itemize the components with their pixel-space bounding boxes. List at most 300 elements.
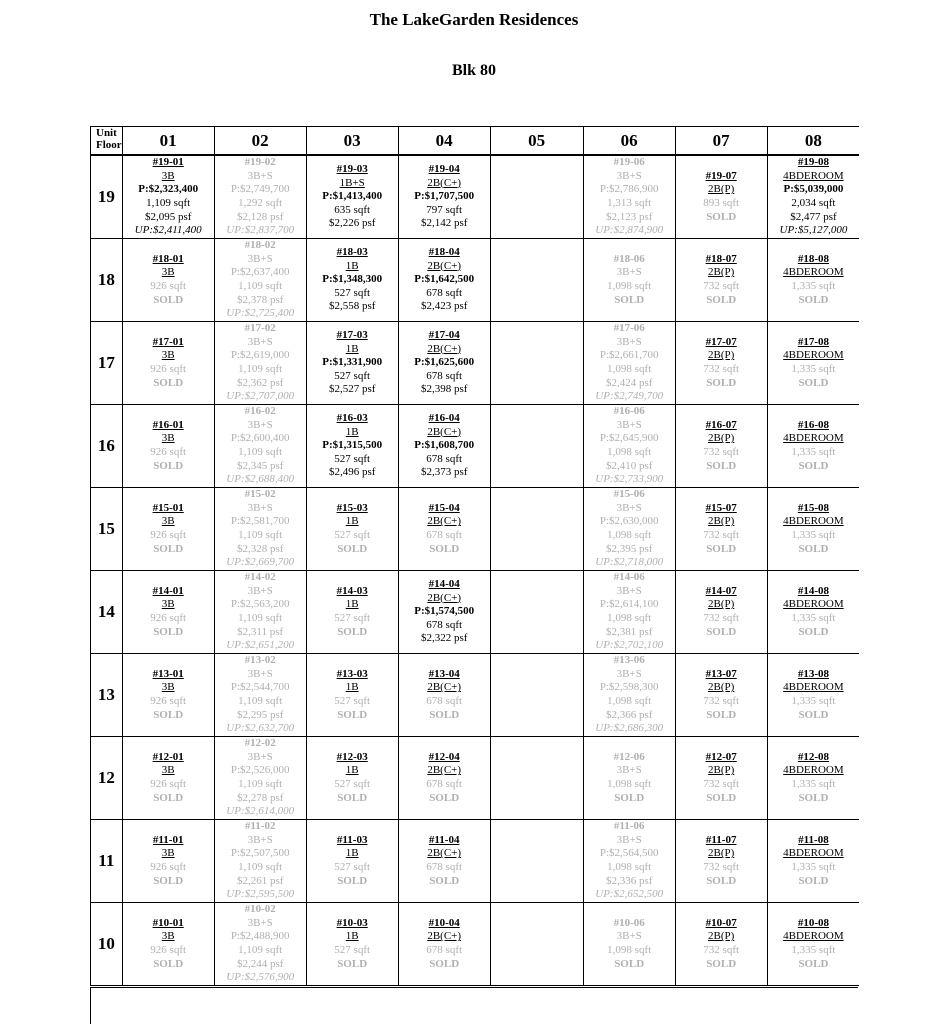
unit-detail-line: 4BDEROOM [783, 432, 844, 445]
unit-cell [122, 737, 214, 820]
unit-detail-line: 1,098 sqft [607, 363, 652, 375]
empty-unit-cell [490, 737, 583, 820]
unit-detail-line: SOLD [706, 542, 737, 555]
unit-number: #14-01 [152, 584, 184, 597]
unit-detail-line: SOLD [429, 791, 460, 804]
unit-detail-line: 2B(C+) [427, 847, 462, 860]
unit-detail-line: 1,313 sqft [607, 197, 652, 209]
unit-cell [214, 571, 306, 654]
unit-detail-line: P:$2,614,100 [599, 598, 659, 611]
unit-detail-line: 1B [345, 425, 359, 438]
unit-number: #10-07 [705, 916, 737, 929]
unit-detail-line: UP:$2,614,000 [226, 805, 295, 818]
unit-detail-line: 1,098 sqft [607, 612, 652, 624]
unit-number: #11-08 [798, 833, 829, 846]
unit-detail-line: 3B+S [247, 750, 273, 763]
floor-row [91, 654, 860, 737]
unit-cell [214, 322, 306, 405]
unit-detail-line: 3B+S [616, 169, 642, 182]
unit-cell [398, 820, 490, 903]
unit-number: #18-01 [152, 252, 184, 265]
corner-unit-label: Unit [96, 127, 117, 139]
unit-detail-line: 2B(C+) [427, 930, 462, 943]
unit-cell [398, 405, 490, 488]
unit-detail-line: $2,423 psf [420, 300, 468, 313]
unit-detail-line: 3B+S [247, 501, 273, 514]
floor-number: 14 [91, 571, 123, 654]
unit-cell [675, 239, 767, 322]
table-bottom-rule [90, 987, 858, 988]
unit-detail-line: SOLD [798, 293, 829, 306]
unit-number: #11-03 [336, 833, 368, 846]
unit-detail-line: 678 sqft [426, 695, 463, 707]
unit-detail-line: 1B [345, 342, 359, 355]
unit-detail-line: P:$2,786,900 [599, 183, 659, 196]
unit-detail-line: $2,336 psf [605, 874, 653, 887]
unit-detail-line: 678 sqft [426, 286, 463, 299]
unit-detail-line: SOLD [337, 542, 368, 555]
unit-detail-line: 2B(P) [708, 349, 735, 362]
unit-detail-line: 1,109 sqft [238, 944, 283, 956]
unit-cell [306, 405, 398, 488]
empty-unit-cell [490, 903, 583, 986]
unit-number: #15-07 [705, 501, 737, 514]
unit-detail-line: 2B(P) [708, 266, 735, 279]
unit-number: #17-08 [797, 335, 829, 348]
unit-detail-line: $2,496 psf [328, 466, 376, 479]
unit-cell [306, 820, 398, 903]
floor-row [91, 737, 860, 820]
unit-detail-line: 3B+S [616, 667, 642, 680]
unit-detail-line: 2B(C+) [427, 259, 462, 272]
unit-detail-line: SOLD [337, 625, 368, 638]
unit-number: #13-03 [336, 667, 368, 680]
unit-detail-line: SOLD [706, 210, 737, 223]
unit-detail-line: 1B [345, 515, 359, 528]
unit-detail-line: SOLD [153, 791, 184, 804]
unit-detail-line: 3B+S [616, 418, 642, 431]
unit-detail-line: 2B(C+) [427, 176, 462, 189]
unit-cell [675, 322, 767, 405]
unit-detail-line: 678 sqft [426, 529, 463, 541]
unit-number: #17-07 [705, 335, 737, 348]
unit-number: #12-06 [613, 750, 645, 763]
unit-detail-line: 4BDEROOM [783, 764, 844, 777]
unit-detail-line: 1,098 sqft [607, 695, 652, 707]
unit-detail-line: P:$5,039,000 [783, 183, 844, 196]
unit-detail-line: 1,335 sqft [791, 529, 836, 541]
unit-detail-line: SOLD [153, 625, 184, 638]
unit-detail-line: P:$2,645,900 [599, 432, 659, 445]
column-header: 05 [490, 127, 583, 156]
unit-detail-line: $2,311 psf [237, 625, 284, 638]
unit-detail-line: SOLD [798, 542, 829, 555]
unit-number: #14-07 [705, 584, 737, 597]
unit-cell [767, 239, 859, 322]
unit-detail-line: 2,034 sqft [791, 197, 836, 209]
unit-detail-line: $2,142 psf [420, 217, 468, 230]
unit-detail-line: 1,098 sqft [607, 944, 652, 956]
unit-detail-line: 3B+S [616, 266, 642, 279]
unit-number: #10-02 [244, 903, 276, 916]
unit-cell [122, 405, 214, 488]
unit-detail-line: 527 sqft [334, 612, 371, 624]
empty-unit-cell [490, 571, 583, 654]
unit-cell [214, 155, 306, 239]
unit-detail-line: 4BDEROOM [783, 847, 844, 860]
unit-cell [398, 322, 490, 405]
floor-row [91, 322, 860, 405]
unit-detail-line: 527 sqft [334, 944, 371, 956]
unit-floor-corner [91, 127, 123, 156]
unit-cell [767, 405, 859, 488]
unit-cell [122, 322, 214, 405]
unit-detail-line: 4BDEROOM [783, 515, 844, 528]
unit-detail-line: UP:$2,595,500 [226, 888, 295, 901]
unit-detail-line: SOLD [429, 957, 460, 970]
unit-detail-line: P:$1,315,500 [322, 439, 383, 452]
floor-row [91, 488, 860, 571]
unit-detail-line: UP:$2,411,400 [134, 224, 202, 237]
unit-detail-line: $2,558 psf [328, 300, 376, 313]
unit-detail-line: SOLD [798, 791, 829, 804]
empty-unit-cell [490, 239, 583, 322]
unit-cell [675, 571, 767, 654]
floor-number: 18 [91, 239, 123, 322]
unit-cell [306, 239, 398, 322]
unit-detail-line: 3B [161, 847, 175, 860]
unit-detail-line: P:$2,488,900 [230, 930, 290, 943]
unit-detail-line: 1,109 sqft [238, 778, 283, 790]
unit-cell [398, 571, 490, 654]
unit-detail-line: SOLD [798, 625, 829, 638]
unit-detail-line: UP:$2,725,400 [226, 307, 295, 320]
unit-detail-line: 732 sqft [703, 446, 740, 458]
unit-cell [583, 654, 675, 737]
unit-number: #18-02 [244, 239, 276, 252]
unit-number: #18-08 [797, 252, 829, 265]
unit-detail-line: UP:$5,127,000 [779, 224, 848, 237]
unit-detail-line: $2,128 psf [236, 210, 284, 223]
unit-detail-line: $2,328 psf [236, 542, 284, 555]
unit-detail-line: 732 sqft [703, 778, 740, 790]
unit-detail-line: 635 sqft [334, 203, 371, 216]
column-header: 02 [214, 127, 306, 156]
unit-cell [306, 737, 398, 820]
unit-detail-line: UP:$2,686,300 [595, 722, 664, 735]
floor-row [91, 155, 860, 239]
unit-detail-line: 3B [161, 764, 175, 777]
unit-detail-line: P:$1,413,400 [322, 190, 383, 203]
unit-detail-line: $2,345 psf [236, 459, 284, 472]
floor-number: 13 [91, 654, 123, 737]
floor-row [91, 239, 860, 322]
unit-detail-line: SOLD [706, 791, 737, 804]
unit-detail-line: 732 sqft [703, 529, 740, 541]
unit-detail-line: SOLD [429, 542, 460, 555]
unit-detail-line: 2B(C+) [427, 425, 462, 438]
unit-detail-line: 926 sqft [150, 363, 187, 375]
unit-detail-line: 2B(C+) [427, 515, 462, 528]
unit-detail-line: 4BDEROOM [783, 930, 844, 943]
unit-detail-line: SOLD [614, 957, 645, 970]
unit-number: #10-04 [428, 916, 460, 929]
unit-number: #19-01 [152, 156, 184, 169]
unit-number: #14-02 [244, 571, 276, 584]
unit-detail-line: SOLD [798, 459, 829, 472]
unit-detail-line: 2B(C+) [427, 764, 462, 777]
unit-cell [306, 488, 398, 571]
unit-detail-line: 4BDEROOM [783, 598, 844, 611]
unit-detail-line: 1,109 sqft [238, 446, 283, 458]
column-header: 04 [398, 127, 490, 156]
unit-detail-line: P:$1,642,500 [414, 273, 475, 286]
unit-detail-line: 527 sqft [334, 778, 371, 790]
unit-cell [675, 488, 767, 571]
unit-number: #11-01 [152, 833, 184, 846]
unit-detail-line: 1,109 sqft [238, 861, 283, 873]
floor-number: 15 [91, 488, 123, 571]
unit-cell [583, 322, 675, 405]
unit-number: #16-07 [705, 418, 737, 431]
unit-detail-line: P:$2,581,700 [230, 515, 290, 528]
unit-detail-line: 4BDEROOM [783, 349, 844, 362]
table-left-rule [90, 987, 91, 1024]
unit-cell [767, 571, 859, 654]
unit-detail-line: 1,335 sqft [791, 778, 836, 790]
document-title: The LakeGarden Residences [369, 10, 579, 29]
unit-detail-line: SOLD [706, 376, 737, 389]
unit-detail-line: SOLD [153, 459, 184, 472]
unit-detail-line: SOLD [798, 376, 829, 389]
unit-detail-line: 797 sqft [426, 203, 463, 216]
unit-number: #18-03 [336, 246, 368, 259]
unit-detail-line: 926 sqft [150, 612, 187, 624]
unit-detail-line: 2B(P) [708, 183, 735, 196]
unit-detail-line: 926 sqft [150, 778, 187, 790]
unit-detail-line: 732 sqft [703, 363, 740, 375]
floor-number: 16 [91, 405, 123, 488]
unit-number: #17-03 [336, 329, 368, 342]
unit-detail-line: UP:$2,733,900 [595, 473, 664, 486]
unit-detail-line: 4BDEROOM [783, 266, 844, 279]
unit-detail-line: 527 sqft [334, 861, 371, 873]
unit-cell [675, 737, 767, 820]
unit-detail-line: 1B [345, 764, 359, 777]
unit-detail-line: 732 sqft [703, 695, 740, 707]
unit-detail-line: SOLD [337, 708, 368, 721]
unit-detail-line: 2B(C+) [427, 591, 462, 604]
unit-detail-line: UP:$2,632,700 [226, 722, 295, 735]
unit-detail-line: 2B(C+) [427, 681, 462, 694]
unit-cell [214, 737, 306, 820]
unit-detail-line: P:$1,707,500 [414, 190, 475, 203]
unit-detail-line: SOLD [153, 542, 184, 555]
unit-detail-line: SOLD [429, 708, 460, 721]
unit-cell [767, 322, 859, 405]
empty-unit-cell [490, 488, 583, 571]
unit-detail-line: SOLD [706, 708, 737, 721]
unit-number: #13-02 [244, 654, 276, 667]
unit-cell [306, 903, 398, 986]
unit-number: #12-03 [336, 750, 368, 763]
unit-detail-line: 1,335 sqft [791, 861, 836, 873]
unit-number: #10-06 [613, 916, 645, 929]
unit-detail-line: SOLD [153, 376, 184, 389]
unit-detail-line: $2,278 psf [236, 791, 284, 804]
unit-detail-line: 926 sqft [150, 861, 187, 873]
unit-detail-line: 3B+S [247, 833, 273, 846]
unit-number: #13-07 [705, 667, 737, 680]
empty-unit-cell [490, 155, 583, 239]
unit-detail-line: 732 sqft [703, 612, 740, 624]
unit-cell [767, 903, 859, 986]
unit-detail-line: 2B(P) [708, 930, 735, 943]
unit-detail-line: UP:$2,576,900 [226, 971, 295, 984]
unit-detail-line: 1,292 sqft [238, 197, 283, 209]
unit-detail-line: 893 sqft [703, 197, 740, 209]
unit-detail-line: 678 sqft [426, 778, 463, 790]
empty-unit-cell [490, 405, 583, 488]
unit-detail-line: SOLD [706, 874, 737, 887]
unit-detail-line: 1,335 sqft [791, 280, 836, 292]
unit-number: #15-08 [797, 501, 829, 514]
unit-number: #19-06 [613, 156, 645, 169]
unit-detail-line: $2,226 psf [328, 217, 376, 230]
unit-detail-line: P:$2,661,700 [599, 349, 659, 362]
unit-detail-line: 732 sqft [703, 944, 740, 956]
unit-detail-line: 732 sqft [703, 280, 740, 292]
unit-detail-line: $2,123 psf [605, 210, 653, 223]
unit-detail-line: P:$2,637,400 [230, 266, 290, 279]
floor-row [91, 903, 860, 986]
unit-detail-line: SOLD [337, 957, 368, 970]
unit-detail-line: 2B(P) [708, 764, 735, 777]
unit-detail-line: 926 sqft [150, 695, 187, 707]
unit-detail-line: 678 sqft [426, 452, 463, 465]
column-header: 06 [583, 127, 675, 156]
unit-number: #18-04 [428, 246, 460, 259]
unit-cell [583, 488, 675, 571]
unit-detail-line: UP:$2,718,000 [595, 556, 664, 569]
unit-number: #11-07 [705, 833, 737, 846]
unit-number: #12-01 [152, 750, 184, 763]
unit-cell [214, 488, 306, 571]
unit-detail-line: 1,335 sqft [791, 695, 836, 707]
unit-detail-line: P:$2,630,000 [599, 515, 659, 528]
column-header: 01 [122, 127, 214, 156]
unit-cell [122, 820, 214, 903]
unit-detail-line: 2B(P) [708, 681, 735, 694]
unit-detail-line: $2,527 psf [328, 383, 376, 396]
empty-unit-cell [490, 322, 583, 405]
unit-detail-line: 926 sqft [150, 944, 187, 956]
unit-detail-line: $2,366 psf [605, 708, 653, 721]
unit-detail-line: UP:$2,651,200 [226, 639, 295, 652]
unit-detail-line: SOLD [337, 791, 368, 804]
unit-number: #17-01 [152, 335, 184, 348]
unit-detail-line: 527 sqft [334, 369, 371, 382]
unit-detail-line: UP:$2,669,700 [226, 556, 295, 569]
unit-number: #10-03 [336, 916, 368, 929]
unit-cell [398, 239, 490, 322]
unit-cell [398, 155, 490, 239]
unit-detail-line: 3B [161, 432, 175, 445]
unit-cell [675, 903, 767, 986]
unit-number: #16-01 [152, 418, 184, 431]
unit-number: #13-01 [152, 667, 184, 680]
unit-detail-line: SOLD [153, 957, 184, 970]
unit-number: #12-08 [797, 750, 829, 763]
unit-detail-line: $2,398 psf [420, 383, 468, 396]
unit-detail-line: P:$2,749,700 [230, 183, 290, 196]
unit-detail-line: 3B+S [616, 501, 642, 514]
floor-number: 19 [91, 155, 123, 239]
unit-number: #17-04 [428, 329, 460, 342]
unit-number: #18-07 [705, 252, 737, 265]
unit-detail-line: 1,109 sqft [238, 529, 283, 541]
unit-cell [306, 155, 398, 239]
unit-cell [306, 322, 398, 405]
unit-detail-line: 3B+S [616, 335, 642, 348]
unit-detail-line: P:$2,619,000 [230, 349, 290, 362]
unit-detail-line: 527 sqft [334, 529, 371, 541]
unit-number: #15-06 [613, 488, 645, 501]
unit-detail-line: $2,373 psf [420, 466, 468, 479]
floor-row [91, 820, 860, 903]
unit-detail-line: 678 sqft [426, 944, 463, 956]
unit-number: #19-07 [705, 169, 737, 182]
unit-number: #16-06 [613, 405, 645, 418]
unit-detail-line: P:$2,564,500 [599, 847, 659, 860]
unit-detail-line: 1,109 sqft [146, 197, 191, 209]
unit-number: #14-08 [797, 584, 829, 597]
column-header: 08 [767, 127, 859, 156]
unit-number: #11-04 [428, 833, 460, 846]
unit-cell [122, 903, 214, 986]
unit-detail-line: 678 sqft [426, 861, 463, 873]
unit-detail-line: SOLD [798, 708, 829, 721]
unit-cell [122, 571, 214, 654]
unit-detail-line: $2,378 psf [236, 293, 284, 306]
unit-detail-line: P:$2,323,400 [138, 183, 199, 196]
unit-number: #17-06 [613, 322, 645, 335]
unit-number: #19-08 [797, 156, 829, 169]
unit-cell [122, 155, 214, 239]
unit-cell [583, 239, 675, 322]
unit-cell [675, 155, 767, 239]
unit-detail-line: P:$2,507,500 [230, 847, 290, 860]
unit-detail-line: 3B+S [247, 584, 273, 597]
unit-detail-line: 527 sqft [334, 286, 371, 299]
unit-detail-line: 3B [161, 169, 175, 182]
unit-detail-line: P:$2,598,300 [599, 681, 659, 694]
unit-detail-line: $2,095 psf [144, 210, 192, 223]
unit-number: #15-04 [428, 501, 460, 514]
unit-detail-line: 1,098 sqft [607, 280, 652, 292]
unit-detail-line: SOLD [337, 874, 368, 887]
unit-detail-line: 678 sqft [426, 369, 463, 382]
unit-detail-line: P:$1,625,600 [414, 356, 475, 369]
unit-detail-line: 1,335 sqft [791, 446, 836, 458]
unit-detail-line: 926 sqft [150, 446, 187, 458]
unit-cell [583, 820, 675, 903]
unit-detail-line: 3B+S [616, 833, 642, 846]
unit-detail-line: SOLD [153, 708, 184, 721]
unit-detail-line: SOLD [706, 957, 737, 970]
unit-detail-line: 2B(P) [708, 598, 735, 611]
unit-number: #11-02 [244, 820, 276, 833]
